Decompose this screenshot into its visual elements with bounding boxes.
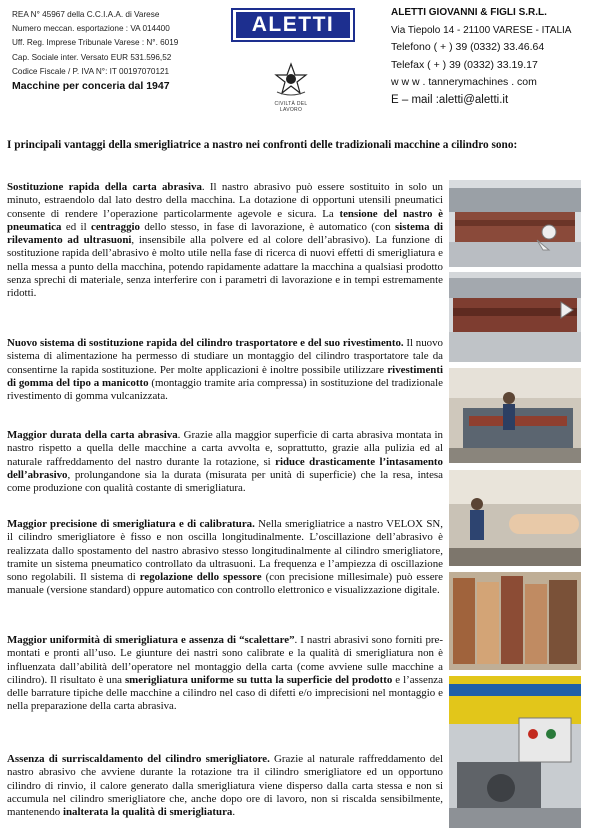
section-5-bold-2: smerigliatura uniforme su tutta la superficie del prodotto bbox=[124, 673, 393, 686]
company-website[interactable]: w w w . tannerymachines . com bbox=[391, 76, 537, 88]
section-3-text-1: . Grazie alla maggior superficie di carta abrasiva montata in nastro rispetto a quella delle macchine a carta avvolta e, soprattutto, grazie alla pulizia ed al naturale raffreddamento del nastro durante la rotazione, si bbox=[7, 429, 443, 468]
section-6-bold-1: Assenza di surriscaldamento del cilindro smerigliatore. bbox=[7, 753, 270, 765]
section-1-text-4: , insensibile alla polvere ed al colore dell’abrasivo). La funzione di sostituzione rapida dell’abrasivo è molto utile nella fase di ricerca di nuovi effetti di smerigliatura e nella messa a punto della macchina, potendo rapidamente adattare la macchina a qualsiasi prodotto senza sprechi di materiale, senza interferire con i parametri di lavorazione e in tempi estremamente ridotti. bbox=[7, 234, 443, 300]
company-phone: Telefono ( + ) 39 (0332) 33.46.64 bbox=[391, 41, 545, 53]
company-tagline: Macchine per conceria dal 1947 bbox=[12, 80, 170, 93]
section-2-bold-2: rivestimenti di gomma del tipo a manicotto bbox=[7, 363, 443, 389]
registration-line-export: Numero meccan. esportazione : VA 014400 bbox=[12, 24, 170, 34]
photo-abrasive-belt-closeup bbox=[449, 180, 581, 267]
section-2-bold-1: Nuovo sistema di sostituzione rapida del cilindro trasportatore e del suo rivestimento. bbox=[7, 337, 404, 349]
photo-leather-samples bbox=[449, 572, 581, 670]
company-contacts bbox=[391, 4, 571, 109]
section-6-text-1: Grazie al naturale raffreddamento del nastro abrasivo che avviene durante la rotazione tra il cilindro smerigliatore ed un opportuno cilindro di rinvio, il calore generato dalla smerigliatura viene disperso dalla carta stessa e non si accumula nel cilindro smerigliatore che, anche dopo ore di lavoro, non si riscalda sensibilmente, mantenendo bbox=[7, 753, 443, 819]
section-3-bold-1: Maggior durata della carta abrasiva bbox=[7, 429, 178, 441]
section-5-text-1: . I nastri abrasivi sono forniti pre-montati e pronti all’uso. Le giunture dei nastri sono calibrate e la qualità di smerigliatura non è influenzata dall’abilità dell’operatore nel montaggio della carta (come avviene sulle macchine a cilindro). Il risultato è una bbox=[7, 634, 444, 686]
civilta-del-lavoro-emblem bbox=[269, 62, 313, 113]
section-no-overheating bbox=[7, 753, 443, 819]
section-precision bbox=[7, 518, 443, 598]
section-6-text-2: . bbox=[232, 806, 236, 819]
aletti-logo bbox=[231, 8, 355, 42]
section-quick-abrasive-change bbox=[7, 181, 443, 301]
section-3-text-2: , prolungandone sia la durata (misurata per unità di superficie) che la resa, intesa come produzione con qualità costante di smerigliatura. bbox=[7, 468, 443, 495]
intro-heading: I principali vantaggi della smerigliatrice a nastro nei confronti delle tradizionali macchine a cilindro sono: bbox=[7, 139, 518, 151]
registration-line-capital: Cap. Sociale inter. Versato EUR 531.596,52 bbox=[12, 52, 172, 62]
section-2-text-2: (montaggio tramite aria compressa) in sostituzione del tradizionale rivestimento di gomma vulcanizzata. bbox=[7, 376, 444, 403]
photo-operator-machine bbox=[449, 368, 581, 463]
section-1-text-2: ed il bbox=[61, 220, 91, 233]
logo-text: ALETTI bbox=[236, 12, 350, 38]
registration-line-vat: Codice Fiscale / P. IVA N°: IT 00197070121 bbox=[12, 66, 170, 76]
company-fax: Telefax ( + ) 39 (0332) 33.19.17 bbox=[391, 58, 538, 71]
section-3-bold-2: riduce drasticamente l’intasamento dell’abrasivo bbox=[7, 455, 443, 481]
section-1-bold-1: Sostituzione rapida della carta abrasiva bbox=[7, 181, 202, 193]
section-6-bold-2: inalterata la qualità di smerigliatura bbox=[62, 806, 233, 819]
section-2-text-1: Il nuovo sistema di alimentazione ha permesso di studiare un montaggio del cilindro trasportatore tale da consentirne la rapida sostituzione. Per molte applicazioni è inoltre possibile utilizzare bbox=[7, 337, 443, 376]
section-4-bold-2: regolazione dello spessore bbox=[139, 571, 262, 584]
section-5-text-2: e l’assenza delle barrature tipiche delle macchine a cilindro nel caso di difetti e/o imprecisioni nel montaggio e nella preparazione della carta abrasiva. bbox=[7, 673, 443, 713]
registration-line-rea: REA N° 45967 della C.C.I.A.A. di Varese bbox=[12, 10, 160, 19]
photo-belt-change bbox=[449, 272, 581, 362]
section-1-bold-4: sistema di rilevamento ad ultrasuoni bbox=[7, 220, 444, 247]
section-4-bold-1: Maggior precisione di smerigliatura e di calibratura. bbox=[7, 518, 255, 530]
section-conveyor-cylinder bbox=[7, 337, 443, 403]
section-1-bold-3: centraggio bbox=[91, 220, 140, 233]
section-5-bold-1: Maggior uniformità di smerigliatura e assenza di “scalettare” bbox=[7, 634, 295, 646]
company-address: Via Tiepolo 14 - 21100 VARESE - ITALIA bbox=[391, 24, 572, 36]
star-emblem-icon bbox=[269, 62, 313, 96]
section-1-text-1: . Il nastro abrasivo può essere sostituito in solo un minuto, estraendolo dal lato destro della macchina. La dotazione di opportuni utensili pneumatici consente di rendere l’operazione particolarmente agevole e sicura. La bbox=[7, 181, 443, 220]
section-4-text-2: (con precisione millesimale) può essere manuale (versione standard) oppure automatico con controllo elettronico e visualizzazione digitale. bbox=[7, 571, 443, 597]
section-4-text-1: Nella smerigliatrice a nastro VELOX SN, il cilindro smerigliatore è fisso e non oscilla longitudinalmente. L’oscillazione dell’abrasivo è realizzata dallo spostamento del nastro abrasivo stesso longitudinalmente al cilindro smerigliatore, tramite un sistema pneumatico controllato da ultrasuoni. La frequenza e l’ampiezza di oscillazione sono regolabili. Il sistema di bbox=[7, 518, 443, 584]
company-name: ALETTI GIOVANNI & FIGLI S.R.L. bbox=[391, 7, 547, 18]
photo-machine-control-panel bbox=[449, 676, 581, 828]
registration-info bbox=[12, 8, 178, 93]
section-abrasive-durability bbox=[7, 429, 443, 495]
section-1-text-3: dello stesso, in fase di lavorazione, è automatico (con bbox=[140, 220, 396, 233]
company-email[interactable]: E – mail :aletti@aletti.it bbox=[391, 93, 509, 106]
section-1-bold-2: tensione del nastro è pneumatica bbox=[7, 207, 443, 233]
registration-line-register: Uff. Reg. Imprese Tribunale Varese : N°. 6019 bbox=[12, 38, 179, 48]
emblem-caption: CIVILTÀ DEL LAVORO bbox=[274, 101, 308, 113]
photo-conveyor-cylinder bbox=[449, 470, 581, 566]
section-uniformity bbox=[7, 634, 443, 714]
